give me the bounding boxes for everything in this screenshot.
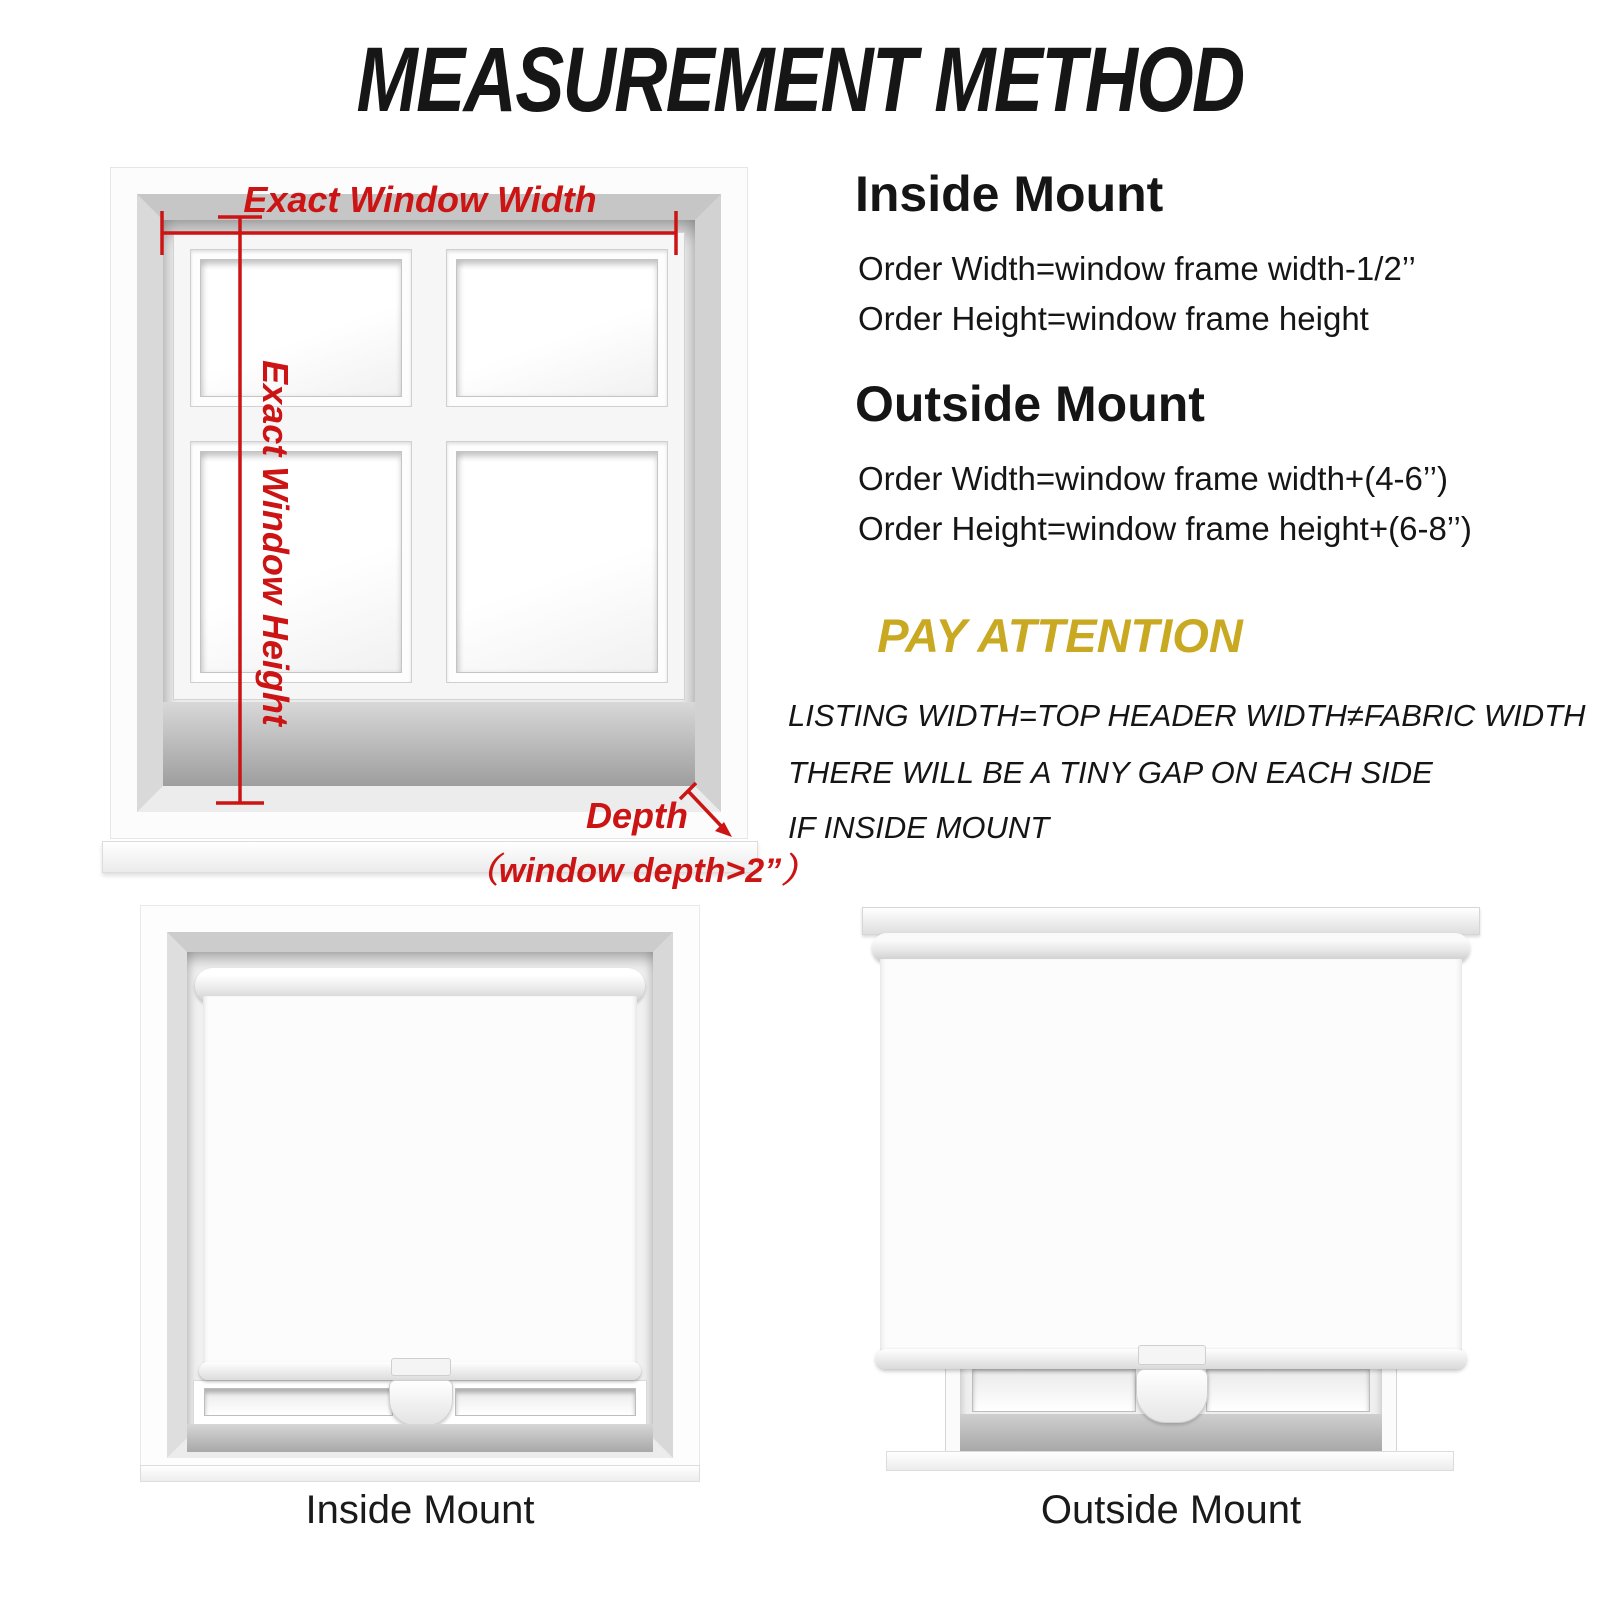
outside-mount-caption: Outside Mount (1040, 1488, 1302, 1532)
window-glass (200, 451, 402, 673)
window-recess (187, 952, 653, 1438)
bottom-bar-clip (1138, 1345, 1206, 1365)
window-glass (200, 259, 402, 397)
inside-mount-line-2: Order Height=window frame height (858, 300, 1369, 337)
window-glass (456, 259, 658, 397)
inside-mount-heading: Inside Mount (855, 166, 1164, 222)
outside-mount-heading: Outside Mount (855, 376, 1205, 432)
depth-note: （window depth>2”） (464, 852, 816, 890)
window-glass-right (455, 1388, 636, 1416)
attention-line-1: LISTING WIDTH=TOP HEADER WIDTH≠FABRIC WIDTH (788, 698, 1586, 733)
window-glass-right (1206, 1364, 1370, 1412)
window-recess (163, 220, 695, 786)
sill-board (140, 1465, 700, 1482)
pull-handle (1136, 1369, 1208, 1423)
attention-line-2: THERE WILL BE A TINY GAP ON EACH SIDE (788, 755, 1433, 790)
window-mullion (412, 441, 446, 683)
window-pane-bottom-left (190, 441, 412, 683)
bottom-bar-clip (391, 1358, 451, 1376)
outside-mount-figure (862, 893, 1480, 1478)
window-sash (173, 232, 685, 700)
width-label: Exact Window Width (243, 179, 597, 220)
inside-mount-line-1: Order Width=window frame width-1/2’’ (858, 250, 1416, 287)
inside-mount-caption: Inside Mount (305, 1488, 535, 1532)
shade-fabric (880, 959, 1462, 1351)
pay-attention-heading: PAY ATTENTION (877, 609, 1243, 662)
pull-handle (389, 1380, 453, 1426)
outside-mount-line-2: Order Height=window frame height+(6-8’’) (858, 510, 1472, 547)
page-title: MEASUREMENT METHOD (356, 29, 1244, 131)
inside-mount-figure (140, 905, 700, 1480)
window-pane-top-right (446, 249, 668, 407)
window-glass (456, 451, 658, 673)
shade-fabric (203, 996, 637, 1366)
height-label: Exact Window Height (255, 360, 296, 726)
sill-slope (187, 1424, 653, 1452)
window-pane-bottom-right (446, 441, 668, 683)
header-rail (862, 907, 1480, 935)
window-pane-top-left (190, 249, 412, 407)
depth-label: Depth (586, 795, 688, 836)
sill-board (886, 1451, 1454, 1471)
window-frame-bevel (137, 194, 721, 812)
window-mullion (412, 249, 446, 407)
window-glass-left (972, 1364, 1136, 1412)
window-measurement-diagram (100, 155, 816, 890)
frame-bevel (167, 932, 673, 1458)
outside-mount-line-1: Order Width=window frame width+(4-6’’) (858, 460, 1448, 497)
attention-line-3: IF INSIDE MOUNT (788, 810, 1050, 845)
window-sill-slope (163, 702, 695, 786)
window-wall-casing (110, 167, 748, 839)
wall-casing (140, 905, 700, 1467)
window-glass-left (204, 1388, 393, 1416)
